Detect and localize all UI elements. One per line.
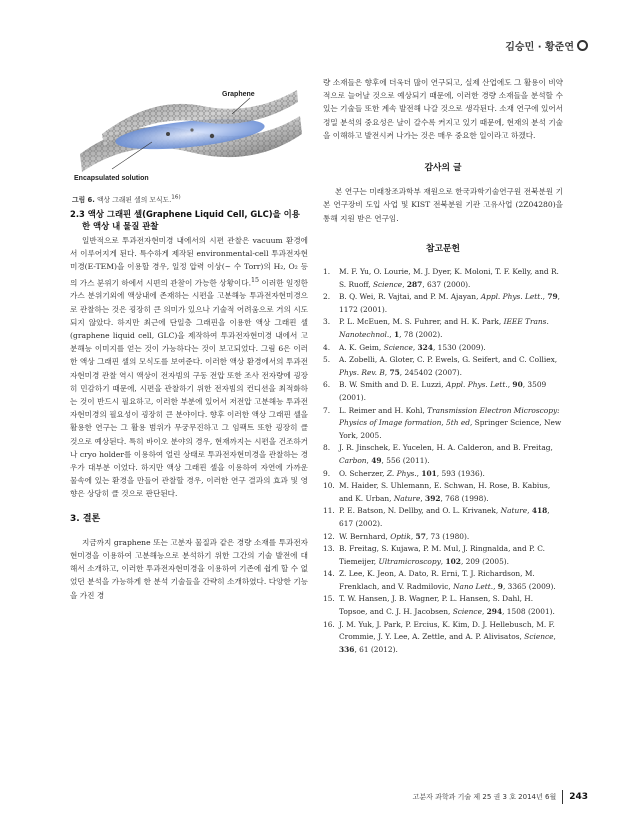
reference-authors: Z. Lee, K. Jeon, A. Dato, R. Erni, T. J. Richardson, M. Frenklach, and V. Radmilovic, xyxy=(339,569,535,591)
acknowledgement-text: 본 연구는 미래창조과학부 재원으로 한국과학기술연구원 전북분원 기본 연구장비 도입 사업 및 KIST 전북분원 기관 고유사업 (2Z04280)을 통해 지원 받은 연구임. xyxy=(323,187,563,223)
reference-authors: A. K. Geim, xyxy=(339,342,384,352)
reference-sep: ., xyxy=(540,292,548,302)
reference-pages-year: , 245402 (2007). xyxy=(399,367,462,377)
reference-sep: ., xyxy=(490,581,498,591)
reference-volume: 324 xyxy=(417,342,433,352)
figure-caption-ref: 16) xyxy=(171,194,181,201)
reference-item xyxy=(323,342,563,355)
reference-number: 7. xyxy=(323,405,331,415)
reference-volume: 1 xyxy=(393,330,400,339)
section-2-3-title-line2: 한 액상 내 물질 관찰 xyxy=(82,221,159,231)
reference-number: 4. xyxy=(323,342,331,352)
reference-pages-year: , 3365 (2009). xyxy=(502,581,556,591)
reference-volume: 75 xyxy=(389,367,400,377)
section-2-3-text-b: 이러한 일정한 가스 분위기외에 액상내에 존재하는 시편을 고분해능 투과전자현미경으로 관찰하는 것은 굉장히 큰 의미가 있으나 기술적 어려움으로 거의 시도되지 않았다. 하지만 최근에 단일층 그래핀을 이용한 액상 그래핀 셀(graphene liquid cell, GLC)을 제작하여 투과전자현미경 내에서 고분해능 이미지를 얻는 것이 가능하다는 것이 보고되었다. 그림 6은 이러한 액상 그래핀 셀의 모식도를 보여준다. 이러한 액상 환경에서의 투과전자현미경 관찰 역시 액상이 전자빔의 구동 전압 또한 조사 전자량에 굉장히 민감하기 때문에, 시편을 관찰하기 위한 전자빔의 컨디션을 최적화하는 것이 반드시 필요하고, 이러한 부분에 있어서 저전압 고분해능 투과전자현미경의 필요성이 굉장히 큰 분야이다. 향후 이러한 액상 그래핀 셀을 활용한 연구는 그 활용 범위가 무궁무진하고 그 임팩트 또한 굉장히 클 것으로 예상된다. 특히 바이오 분야의 경우, 현재까지는 시편을 건조하거나 cryo holder를 이용하여 얼린 상태로 투과전자현미경을 관찰하는 경우가 대부분 이었다. 하지만 액상 그래핀 셀을 이용하여 자연에 가까운 물속에 있는 환경을 만들어 관찰할 경우, 이러한 연구 결과의 효과 및 영향은 상당히 클 것으로 판단된다. xyxy=(70,278,308,499)
reference-journal: Z. Phys xyxy=(386,468,415,478)
right-column xyxy=(323,76,563,656)
page-footer xyxy=(413,790,588,804)
figure-caption-label: 그림 6. xyxy=(72,196,95,204)
nanoparticle xyxy=(166,132,170,136)
reference-number: 14. xyxy=(323,569,335,579)
reference-sep: ., xyxy=(414,468,422,478)
reference-authors: B. Q. Wei, R. Vajtai, and P. M. Ajayan, xyxy=(339,292,481,302)
reference-journal: Appl. Phys. Lett xyxy=(445,380,506,390)
conclusion-continuation: 량 소재들은 향후에 더욱더 많이 연구되고, 실제 산업에도 그 활용이 비약적으로 늘어날 것으로 예상되기 때문에, 이러한 경량 소재들을 분석할 수 있는 기술들 또한 계속 발전해 나갈 것으로 생각된다. 소재 연구에 있어서 정밀 분석의 중요성은 날이 갈수록 커지고 있기 때문에, 현재의 분석 기술을 이해하고 발전시켜 나가는 것은 매우 중요한 일이라고 하겠다. xyxy=(323,78,563,140)
nanoparticle xyxy=(190,128,193,131)
reference-sep: , xyxy=(410,531,416,541)
reference-number: 1. xyxy=(323,267,331,277)
reference-sep: , xyxy=(420,493,426,503)
reference-pages-year: , 61 (2012). xyxy=(354,644,398,654)
reference-item xyxy=(323,480,563,505)
reference-volume: 9 xyxy=(497,581,503,591)
reference-number: 15. xyxy=(323,594,335,604)
reference-sep: , xyxy=(553,632,556,642)
reference-volume: 418 xyxy=(531,506,548,516)
reference-item xyxy=(323,468,563,481)
reference-sep: , xyxy=(366,455,372,465)
reference-journal: Optik xyxy=(390,531,411,541)
section-3-paragraph: 지금까지 graphene 또는 고분자 물질과 같은 경량 소재를 투과전자현미경을 이용하여 고분해능으로 분석하기 위한 그간의 기술 발전에 대해서 소개하고, 이러한 투과전자현미경을 이용하여 기존에 쉽게 할 수 없었던 분석을 가능하게 한 분석 기술들을 간략히 소개하였다. 다양한 기능을 가진 경 xyxy=(70,537,308,600)
reference-volume: 49 xyxy=(371,455,382,465)
reference-journal: Science xyxy=(452,607,482,617)
footer-journal: 고분자 과학과 기술 제 25 권 3 호 2014년 6월 xyxy=(412,793,557,801)
reference-sep: , xyxy=(481,607,487,617)
reference-number: 6. xyxy=(323,380,331,390)
reference-authors: P. L. McEuen, M. S. Fuhrer, and H. K. Park, xyxy=(339,317,504,327)
reference-pages-year: , 637 (2000). xyxy=(422,279,471,289)
reference-item xyxy=(323,266,563,291)
reference-number: 8. xyxy=(323,443,331,453)
reference-authors: L. Reimer and H. Kohl, xyxy=(339,405,428,415)
reference-volume: 102 xyxy=(445,556,461,566)
section-2-3-paragraph xyxy=(70,234,308,501)
reference-volume: 294 xyxy=(486,607,503,617)
reference-journal: Appl. Phys. Lett xyxy=(480,292,541,302)
reference-authors: M. F. Yu, O. Lourie, M. J. Dyer, K. Moloni, T. F. Kelly, and R. S. Ruoff, xyxy=(339,267,559,289)
reference-item xyxy=(323,543,563,568)
reference-volume: 90 xyxy=(512,380,523,390)
reference-number: 3. xyxy=(323,317,331,327)
section-2-3-title-line1: 2.3 액상 그래핀 셀(Graphene Liquid Cell, GLC)을 이용 xyxy=(70,209,300,219)
reference-authors: B. Freitag, S. Kujawa, P. M. Mul, J. Ringnalda, and P. C. Tiemeijer, xyxy=(339,544,545,566)
reference-number: 13. xyxy=(323,544,335,554)
reference-authors: B. W. Smith and D. E. Luzzi, xyxy=(339,380,446,390)
reference-journal: Nature xyxy=(393,493,421,503)
section-2-3-text-a: 일반적으로 투과전자현미경 내에서의 시편 관찰은 vacuum 환경에서 이루어지게 된다. 특수하게 제작된 environmental-cell 투과전자현미경(E-TEM)을 이용할 경우, 일정 압력 이상(~ 수 Torr)의 H₂, O₂ 등의 가스 분위기 하에서 시편의 관찰이 가능한 상황이다. xyxy=(70,236,308,288)
reference-authors: J. M. Yuk, J. Park, P. Ercius, K. Kim, D. J. Hellebusch, M. F. Crommie, J. Y. Lee, A. Zettle, and A. P. Alivisatos, xyxy=(339,619,555,642)
reference-item xyxy=(323,619,563,657)
reference-item xyxy=(323,354,563,379)
reference-authors: A. Zobelli, A. Gloter, C. P. Ewels, G. Seifert, and C. Colliex, xyxy=(339,355,558,365)
reference-sep: , xyxy=(412,342,418,352)
reference-journal: IEEE Trans. Nanotechnol. xyxy=(339,317,549,339)
header-authors-text: 김승민 · 황준연 xyxy=(505,42,574,53)
reference-pages-year: , 209 (2005). xyxy=(460,556,510,566)
reference-number: 5. xyxy=(323,355,331,365)
reference-item xyxy=(323,505,563,530)
reference-journal: Science xyxy=(372,279,403,289)
reference-journal: Nature xyxy=(500,506,528,516)
reference-pages-year: , 73 (1980). xyxy=(425,531,470,541)
reference-pages-year: , 1172 (2001). xyxy=(339,292,560,314)
reference-number: 10. xyxy=(323,481,335,491)
reference-authors: T. W. Hansen, J. B. Wagner, P. L. Hansen, S. Dahl, H. Topsoe, and C. J. H. Jacobsen, xyxy=(339,594,534,617)
reference-volume: 392 xyxy=(425,493,441,503)
reference-number: 11. xyxy=(323,506,335,516)
reference-number: 9. xyxy=(323,468,331,478)
page-number: 243 xyxy=(569,792,588,802)
reference-sep: , xyxy=(527,506,532,516)
section-2-3-citation: 15 xyxy=(251,276,260,284)
reference-number: 16. xyxy=(323,619,335,629)
graphene-cell-illustration xyxy=(72,76,307,186)
nanoparticle xyxy=(210,134,214,138)
running-header-authors xyxy=(505,38,588,53)
reference-authors: M. Haider, S. Uhlemann, E. Schwan, H. Rose, B. Kabius, and K. Urban, xyxy=(339,481,551,503)
graphene-label: Graphene xyxy=(222,91,255,98)
reference-pages-year: , 78 (2002). xyxy=(399,330,443,339)
reference-authors: W. Bernhard, xyxy=(339,531,391,541)
reference-sep: , Springer Science, New York, 2005. xyxy=(339,418,562,440)
bullet-circle-icon xyxy=(577,40,588,51)
reference-item xyxy=(323,291,563,316)
footer-divider xyxy=(562,790,563,804)
reference-authors: P. E. Batson, N. Dellby, and O. L. Krivanek, xyxy=(339,506,501,516)
reference-volume: 57 xyxy=(415,531,426,541)
reference-journal: Science xyxy=(383,342,413,352)
reference-item xyxy=(323,316,563,341)
reference-item xyxy=(323,593,563,618)
reference-authors: O. Scherzer, xyxy=(339,468,387,478)
reference-number: 2. xyxy=(323,292,331,302)
reference-authors: J. R. Jinschek, E. Yucelen, H. A. Calderon, and B. Freitag, xyxy=(339,443,553,453)
figure-6-graphene-liquid-cell xyxy=(72,76,307,186)
section-3-title: 3. 결론 xyxy=(70,513,101,524)
figure-caption-text: 액상 그래핀 셀의 모식도. xyxy=(96,196,172,204)
reference-list xyxy=(323,266,563,656)
reference-volume: 79 xyxy=(547,292,558,302)
reference-journal: Science xyxy=(524,632,554,642)
reference-sep: , xyxy=(389,330,394,339)
references-title: 참고문헌 xyxy=(426,243,460,254)
acknowledgement-title: 감사의 글 xyxy=(424,163,462,174)
reference-volume: 287 xyxy=(406,279,423,289)
reference-pages-year: , 768 (1998). xyxy=(440,493,489,503)
reference-journal: Carbon xyxy=(339,455,367,465)
reference-journal: Ultramicroscopy xyxy=(378,556,441,566)
left-column xyxy=(70,208,308,602)
section-2-3-title xyxy=(70,208,308,232)
reference-volume: 336 xyxy=(339,644,355,654)
reference-journal: Transmission Electron Microscopy: Physics of Image formation, 5th ed xyxy=(339,405,560,428)
reference-sep: , xyxy=(384,367,390,377)
reference-pages-year: , 593 (1936). xyxy=(436,468,485,478)
reference-sep: , xyxy=(440,556,446,566)
reference-number: 12. xyxy=(323,531,335,541)
reference-item xyxy=(323,379,563,404)
reference-sep: , xyxy=(402,279,407,289)
reference-volume: 101 xyxy=(421,468,437,478)
encapsulated-solution-label: Encapsulated solution xyxy=(74,175,149,182)
reference-pages-year: , 3509 (2001). xyxy=(339,380,547,402)
reference-item xyxy=(323,442,563,467)
reference-item xyxy=(323,568,563,593)
figure-caption xyxy=(72,194,181,204)
reference-item xyxy=(323,405,563,443)
reference-pages-year: , 556 (2011). xyxy=(381,455,430,465)
reference-sep: ., xyxy=(505,380,513,390)
reference-pages-year: , 1508 (2001). xyxy=(502,607,555,617)
reference-journal: Nano Lett xyxy=(453,581,491,591)
reference-journal: Phys. Rev. B xyxy=(339,367,385,377)
reference-pages-year: , 617 (2002). xyxy=(339,506,550,528)
reference-pages-year: , 1530 (2009). xyxy=(432,342,486,352)
reference-item xyxy=(323,531,563,544)
